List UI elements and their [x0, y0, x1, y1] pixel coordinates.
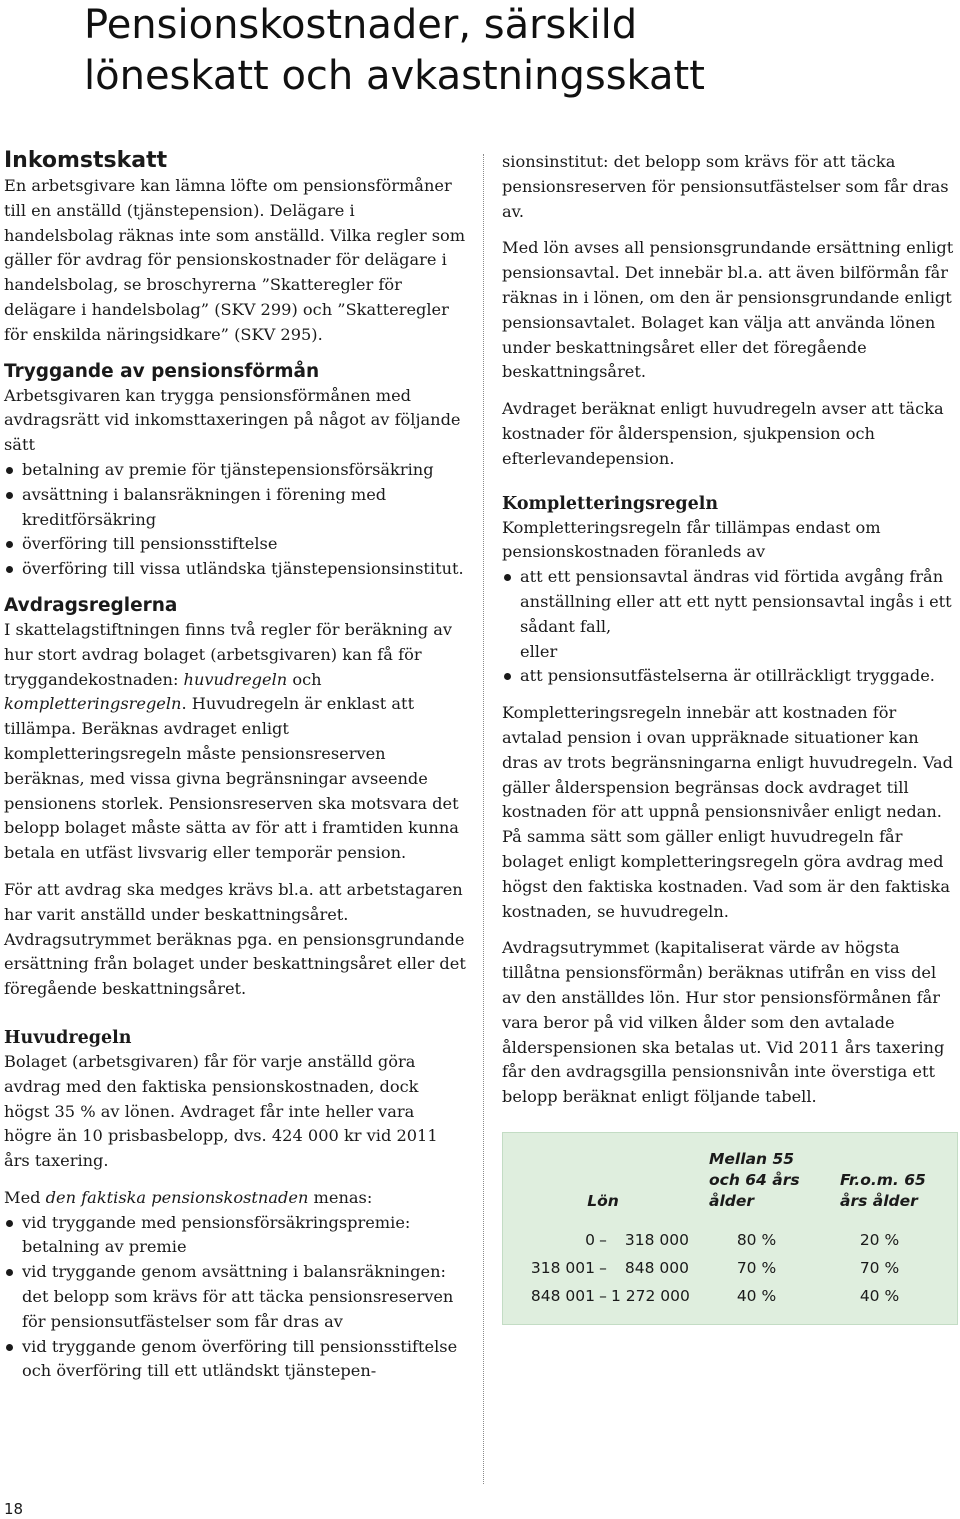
heading-inkomstskatt: Inkomstskatt	[4, 148, 168, 173]
tryggande-list	[4, 458, 466, 582]
list-item: avsättning i balansräkningen i förening med kreditförsäkring	[4, 483, 466, 533]
column-divider	[483, 154, 484, 1484]
list-item: betalning av premie för tjänstepensionsförsäkring	[4, 458, 466, 483]
pension-rate-table	[502, 1132, 958, 1325]
cell-lon: 848 001 – 1 272 000	[530, 1286, 690, 1305]
term-kompletteringsregeln: kompletteringsregeln	[4, 694, 182, 714]
komplettering-intro: Kompletteringsregeln får tillämpas endast om pensionskostnaden föranleds av	[502, 517, 881, 562]
list-item: överföring till vissa utländska tjänstepensionsinstitut.	[4, 557, 466, 582]
huvudregeln-p1: Bolaget (arbetsgivaren) får för varje anställd göra avdrag med den faktiska pensionskostnaden, dock högst 35 % av lönen. Avdraget får inte heller vara högre än 10 prisbasbelopp, dvs. 424 000 kr vid 2011 års taxering.	[4, 1051, 438, 1171]
komplettering-p2: Avdragsutrymmet (kapitaliserat värde av högsta tillåtna pensionsförmån) beräknas utifrån en viss del av den anställdes lön. Hur stor pensionsförmånen får vara beror på vid vilken ålder som den avtalade ålderspensionen ska betalas ut. Vid 2011 års taxering får den avdragsgilla pensionsnivån inte överstiga ett belopp beräknat enligt följande tabell.	[502, 938, 945, 1107]
list-item: vid tryggande med pensionsförsäkringspremie: betalning av premie	[4, 1211, 466, 1261]
inkomstskatt-text: En arbetsgivare kan lämna löfte om pensionsförmåner till en anställd (tjänstepension). Delägare i handelsbolag räknas inte som anställd. Vilka regler som gäller för avdrag för pensionskostnader för delägare i handelsbolag, se broschyrerna ”Skatteregler för delägare i handelsbolag” (SKV 299) och ”Skatteregler för enskilda näringsidkare” (SKV 295).	[4, 176, 466, 344]
table-row	[517, 1226, 935, 1254]
heading-avdragsreglerna: Avdragsreglerna	[4, 594, 178, 616]
table-row	[517, 1282, 935, 1310]
page-number: 18	[4, 1500, 24, 1518]
heading-huvudregeln: Huvudregeln	[4, 1027, 132, 1048]
list-item: att pensionsutfästelserna är otillräckligt tryggade.	[502, 664, 958, 689]
avdragsreglerna-p2: För att avdrag ska medges krävs bl.a. att arbetstagaren har varit anställd under beskattningsåret. Avdragsutrymmet beräknas pga. en pensionsgrundande ersättning från bolaget under beskattningsåret eller det föregående beskattningsåret.	[4, 879, 466, 999]
cell-55-64: 80 %	[736, 1230, 777, 1249]
col-header-55-64: Mellan 55 och 64 års ålder	[709, 1149, 800, 1210]
avdragsreglerna-p1: I skattelagstiftningen finns två regler för beräkning av hur stort avdrag bolaget (arbetsgivaren) kan få för tryggandekostnaden: huvudregeln och kompletteringsregeln. Huvudregeln är enklast att tillämpa. Beräknas avdraget enligt kompletteringsregeln måste pensionsreserven beräknas, med vissa givna begränsningar avseende pensionens storlek. Pensionsreserven ska motsvara det belopp bolaget måste sätta av för att i framtiden kunna betala en utfäst livsvarig eller temporär pension.	[4, 619, 459, 863]
cell-65: 70 %	[859, 1258, 900, 1277]
tryggande-intro: Arbetsgivaren kan trygga pensionsförmånen med avdragsrätt vid inkomsttaxeringen på något av följande sätt	[4, 385, 461, 455]
cell-65: 40 %	[859, 1286, 900, 1305]
continuation-text: sionsinstitut: det belopp som krävs för att täcka pensionsreserven för pensionsutfästelser som får dras av.	[502, 152, 949, 221]
list-item: att ett pensionsavtal ändras vid förtida avgång från anställning eller att ett nytt pensionsavtal ingås i ett sådant fall, eller	[502, 565, 958, 664]
right-column	[502, 150, 958, 1325]
list-item: vid tryggande genom avsättning i balansräkningen: det belopp som krävs för att täcka pensionsreserven för pensionsutfästelser som får dras av	[4, 1260, 466, 1334]
komplettering-p1: Kompletteringsregeln innebär att kostnaden för avtalad pension i ovan uppräknade situationer kan dras av trots begränsningarna enligt huvudregeln. Vad gäller ålderspension begränsas dock avdraget till kostnaden för att uppnå pensionsnivåer enligt nedan. På samma sätt som gäller enligt huvudregeln får bolaget enligt kompletteringsregeln göra avdrag med högst den faktiska kostnaden. Vad som är den faktiska kostnaden, se huvudregeln.	[502, 703, 954, 921]
cell-lon: 318 001 – 848 000	[530, 1258, 689, 1277]
list-item-or: eller	[520, 641, 558, 661]
komplettering-list	[502, 565, 958, 689]
huvudregeln-p2: Med den faktiska pensionskostnaden menas:	[4, 1187, 373, 1207]
col-header-65: Fr.o.m. 65 års ålder	[840, 1170, 926, 1210]
avdraget-paragraph: Avdraget beräknat enligt huvudregeln avser att täcka kostnader för ålderspension, sjukpension och efterlevandepension.	[502, 399, 944, 468]
heading-kompletteringsregeln: Kompletteringsregeln	[502, 493, 719, 514]
cell-55-64: 70 %	[736, 1258, 777, 1277]
title-line-1: Pensionskostnader, särskild	[84, 2, 638, 48]
lon-paragraph: Med lön avses all pensionsgrundande ersättning enligt pensionsavtal. Det innebär bl.a. att även bilförmån får räknas in i lönen, om den är pensionsgrundande enligt pensionsavtalet. Bolaget kan välja att använda lönen under beskattningsåret eller det föregående beskattningsåret.	[502, 238, 954, 382]
cell-55-64: 40 %	[736, 1286, 777, 1305]
term-faktiska-pensionskostnaden: den faktiska pensionskostnaden	[45, 1187, 309, 1207]
term-huvudregeln: huvudregeln	[183, 669, 288, 689]
table-row	[517, 1254, 935, 1282]
col-header-lon: Lön	[587, 1191, 619, 1210]
list-item: överföring till pensionsstiftelse	[4, 532, 466, 557]
huvudregeln-list	[4, 1211, 466, 1385]
cell-65: 20 %	[859, 1230, 900, 1249]
title-line-2: löneskatt och avkastningsskatt	[84, 53, 705, 99]
cell-lon: 0 – 318 000	[585, 1230, 689, 1249]
heading-tryggande: Tryggande av pensionsförmån	[4, 360, 320, 382]
list-item: vid tryggande genom överföring till pensionsstiftelse och överföring till ett utländskt tjänstepen-	[4, 1335, 466, 1385]
left-column	[4, 148, 466, 1384]
page-title	[84, 0, 944, 102]
